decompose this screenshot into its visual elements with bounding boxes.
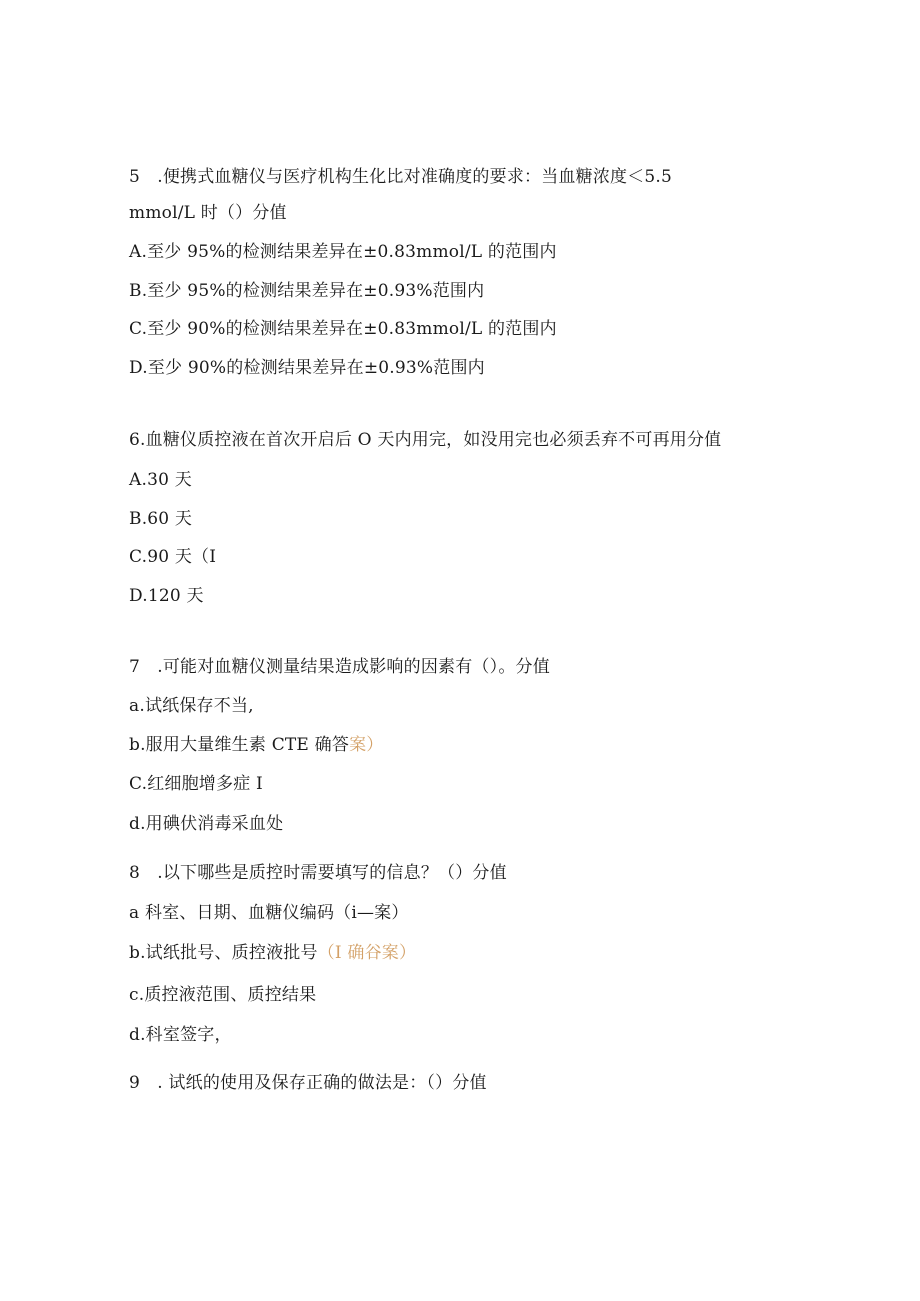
question-6-option-d: D.120 天 (129, 586, 204, 606)
question-8-option-c: c.质控液范围、质控结果 (129, 985, 317, 1005)
question-8-option-b-text: b.试纸批号、质控液批号 (129, 943, 318, 963)
question-6-option-a: A.30 天 (129, 470, 192, 490)
answer-mark: 案） (349, 735, 384, 755)
question-5-stem-line-2: mmol/L 时（）分值 (129, 203, 287, 223)
question-7-option-b (129, 734, 383, 756)
question-5-option-a: A.至少 95%的检测结果差异在±0.83mmol/L 的范围内 (129, 242, 557, 262)
question-5-option-c: C.至少 90%的检测结果差异在±0.83mmol/L 的范围内 (129, 319, 557, 339)
answer-mark: （I 确谷案） (317, 943, 417, 963)
question-8-option-d: d.科室签字， (129, 1025, 232, 1045)
question-6-option-c: C.90 天（I (129, 547, 217, 567)
question-9-stem: 9 . 试纸的使用及保存正确的做法是：（）分值 (129, 1073, 487, 1093)
question-6-option-b: B.60 天 (129, 509, 193, 529)
question-7-option-c: C.红细胞增多症 I (129, 774, 263, 794)
question-5-option-d: D.至少 90%的检测结果差异在±0.93%范围内 (129, 358, 485, 378)
question-8-stem: 8 .以下哪些是质控时需要填写的信息？（）分值 (129, 863, 507, 883)
question-7-option-a: a.试纸保存不当, (129, 696, 254, 716)
question-6-stem: 6.血糖仪质控液在首次开启后 O 天内用完，如没用完也必须丢弃不可再用分值 (129, 430, 722, 450)
question-8-option-a: a 科室、日期、血糖仪编码（i—案） (129, 903, 409, 923)
question-8-option-b (129, 942, 416, 964)
question-5-stem-line-1: 5 .便携式血糖仪与医疗机构生化比对准确度的要求：当血糖浓度＜5.5 (129, 167, 673, 187)
question-7-option-d: d.用碘伏消毒采血处 (129, 814, 284, 834)
question-7-stem: 7 .可能对血糖仪测量结果造成影响的因素有（）。分值 (129, 657, 550, 677)
question-5-option-b: B.至少 95%的检测结果差异在±0.93%范围内 (129, 281, 485, 301)
question-7-option-b-text: b.服用大量维生素 CTE 确答 (129, 735, 350, 755)
